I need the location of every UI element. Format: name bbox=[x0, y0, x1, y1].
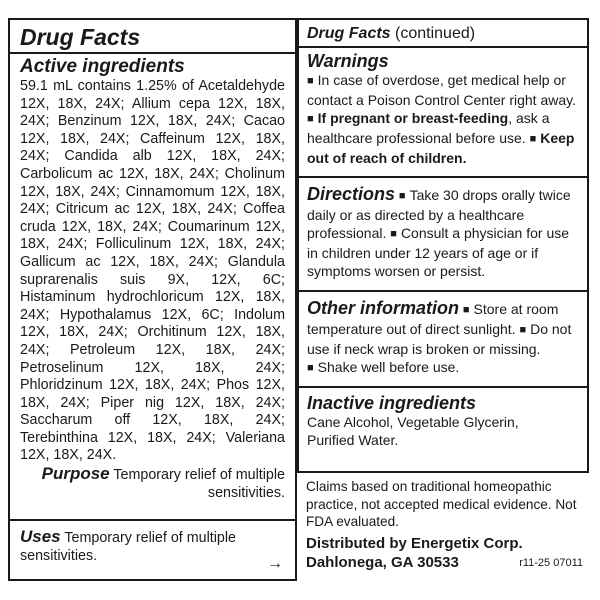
continued-title-suffix: (continued) bbox=[395, 25, 476, 42]
divider bbox=[10, 52, 295, 54]
bullet-square-icon bbox=[307, 72, 318, 88]
bullet-square-icon bbox=[530, 130, 541, 146]
bullet-square-icon bbox=[519, 321, 530, 337]
other-information-item-1: Store at room temperature out of direct sunlight. bbox=[307, 301, 559, 337]
other-information-item-2: Do not use if neck wrap is broken or missing. bbox=[307, 321, 572, 357]
warnings-heading: Warnings bbox=[307, 51, 389, 71]
warnings-section bbox=[307, 48, 579, 176]
uses-panel bbox=[8, 519, 297, 581]
uses-text: Temporary relief of multiple sensitivities. bbox=[20, 530, 236, 564]
active-ingredients-text: 59.1 mL contains 1.25% of Acetaldehyde 12X, 18X, 24X; Allium cepa 12X, 18X, 24X; Benzinum 12X, 18X, 24X; Cacao 12X, 18X, 24X; Caffeinum 12X, 18X, 24X; Candida alb 12X, 18X, 24X; Carbolicum ac 12X, 18X, 24X; Cholinum 12X, 18X, 24X; Cinnamomum 12X, 18X, 24X; Citricum ac 12X, 18X, 24X; Coffea cruda 12X, 18X, 24X; Coumarinum 12X, 18X, 24X; Folliculinum 12X, 18X, 24X; Gallicum ac 12X, 18X, 24X; Glandula suprarenalis suis 9X, 12X, 6C; Histaminum hydrochloricum 12X, 18X, 24X; Hypothalamus 12X, 6C; Indolum 12X, 18X, 24X; Orchitinum 12X, 18X, 24X; Petroleum 12X, 18X, 24X; Petroselinum 12X, 18X, 24X; Phloridzinum 12X, 18X, 24X; Phos 12X, 18X, 24X; Piper nig 12X, 18X, 24X; Saccharum off 12X, 18X, 24X; Terebinthina 12X, 18X, 24X; Valeriana 12X, 18X, 24X. bbox=[20, 78, 285, 464]
warnings-item-2-rest: , ask a healthcare professional before use. bbox=[307, 110, 550, 146]
other-information-heading: Other information bbox=[307, 298, 459, 318]
distributor-line-2: Dahlonega, GA 30533 bbox=[306, 553, 459, 571]
inactive-ingredients-text: Cane Alcohol, Vegetable Glycerin, Purified Water. bbox=[307, 414, 519, 448]
drug-facts-left-panel bbox=[8, 18, 297, 521]
inactive-ingredients-heading: Inactive ingredients bbox=[307, 393, 477, 413]
warnings-item-2-bold: If pregnant or breast-feeding bbox=[317, 110, 509, 126]
bullet-square-icon bbox=[463, 301, 474, 317]
continued-title-main: Drug Facts bbox=[307, 25, 391, 42]
bullet-square-icon bbox=[399, 187, 410, 203]
directions-item-1: Take 30 drops orally twice daily or as directed by a healthcare professional. bbox=[307, 187, 571, 241]
drug-facts-title: Drug Facts bbox=[20, 24, 141, 50]
directions-heading: Directions bbox=[307, 184, 396, 204]
arrow-right-icon: → bbox=[267, 555, 283, 572]
bullet-square-icon bbox=[307, 359, 318, 375]
inactive-ingredients-section bbox=[307, 388, 579, 449]
purpose-block bbox=[20, 464, 285, 502]
directions-item-2: Consult a physician for use in children under 12 years of age or if symptoms worsen or persist. bbox=[307, 225, 570, 279]
purpose-text: Temporary relief of multiple sensitivities. bbox=[113, 467, 285, 501]
distributor-line-1: Distributed by Energetix Corp. bbox=[306, 534, 523, 552]
warnings-item-1: In case of overdose, get medical help or contact a Poison Control Center right away. bbox=[307, 72, 576, 108]
purpose-heading: Purpose bbox=[41, 464, 110, 484]
active-ingredients-heading: Active ingredients bbox=[20, 56, 185, 77]
claims-footer bbox=[306, 478, 591, 573]
claims-text: Claims based on traditional homeopathic practice, not accepted medical evidence. Not FDA evaluated. bbox=[306, 479, 577, 529]
other-information-section bbox=[307, 292, 579, 386]
lot-code: r11-25 07011 bbox=[519, 556, 583, 569]
directions-section bbox=[307, 178, 579, 290]
other-information-item-3: Shake well before use. bbox=[317, 359, 460, 375]
warnings-item-3: Keep out of reach of children. bbox=[307, 130, 575, 166]
uses-heading: Uses bbox=[20, 527, 61, 546]
continued-title bbox=[307, 20, 579, 44]
bullet-square-icon bbox=[307, 110, 318, 126]
bullet-square-icon bbox=[390, 225, 401, 241]
drug-facts-right-panel bbox=[297, 18, 589, 473]
